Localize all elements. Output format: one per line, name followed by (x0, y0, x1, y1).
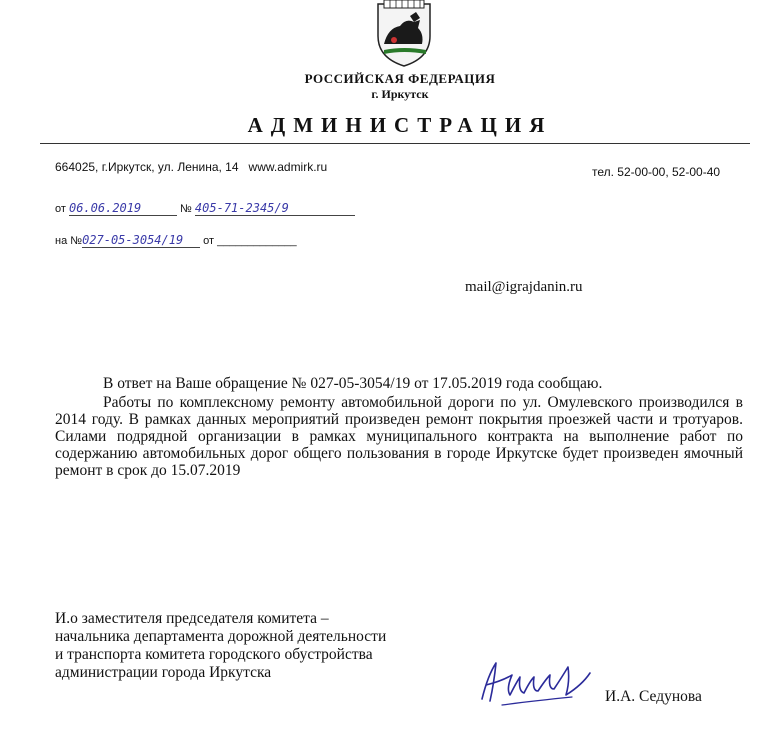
phone-numbers: тел. 52-00-00, 52-00-40 (592, 165, 721, 179)
reply-number: 027-05-3054/19 (82, 233, 200, 248)
outgoing-registration (55, 201, 355, 216)
body-paragraph: Работы по комплексному ремонту автомобильной дороги по ул. Омулевского производился в 2014 году. В рамках данных мероприятий произведен ремонт покрытия проезжей части и тротуаров. Силами подрядной организации в рамках муниципального контракта на выполнение работ по содержанию автомобильных дорог общего пользования в городе Иркутске будет произведен ямочный ремонт в срок до 15.07.2019 (55, 394, 743, 479)
handwritten-signature-icon (472, 655, 597, 713)
signatory-title-line: и транспорта комитета городского обустройства (55, 646, 373, 663)
postal-address: 664025, г.Иркутск, ул. Ленина, 14 (55, 160, 239, 174)
signatory-name: И.А. Седунова (605, 688, 702, 705)
header-divider (40, 143, 750, 144)
country-name: РОССИЙСКАЯ ФЕДЕРАЦИЯ (304, 71, 496, 86)
city-name: г. Иркутск (371, 87, 429, 101)
body-paragraph: В ответ на Ваше обращение № 027-05-3054/19 от 17.05.2019 года сообщаю. (103, 375, 603, 392)
number-label: № (180, 203, 192, 215)
signatory-title-line: администрации города Иркутска (55, 664, 272, 681)
outgoing-date: 06.06.2019 (69, 201, 177, 216)
reply-label: на № (55, 235, 83, 247)
organization-title: АДМИНИСТРАЦИЯ (247, 113, 553, 137)
signatory-title-line: начальника департамента дорожной деятельности (55, 628, 387, 645)
address-line (55, 160, 327, 174)
from-label: от (55, 203, 66, 215)
reply-registration (55, 233, 297, 248)
reply-from-label: от (203, 235, 215, 247)
signatory-title-line: И.о заместителя председателя комитета – (55, 610, 329, 627)
letter-body (55, 375, 743, 479)
signatory-title (55, 610, 475, 682)
reply-date: _____________ (217, 235, 297, 247)
outgoing-number: 405-71-2345/9 (195, 201, 355, 216)
recipient-email[interactable]: mail@igrajdanin.ru (465, 279, 583, 295)
website-link[interactable]: www.admirk.ru (248, 160, 328, 174)
irkutsk-coat-of-arms-icon (370, 0, 438, 68)
